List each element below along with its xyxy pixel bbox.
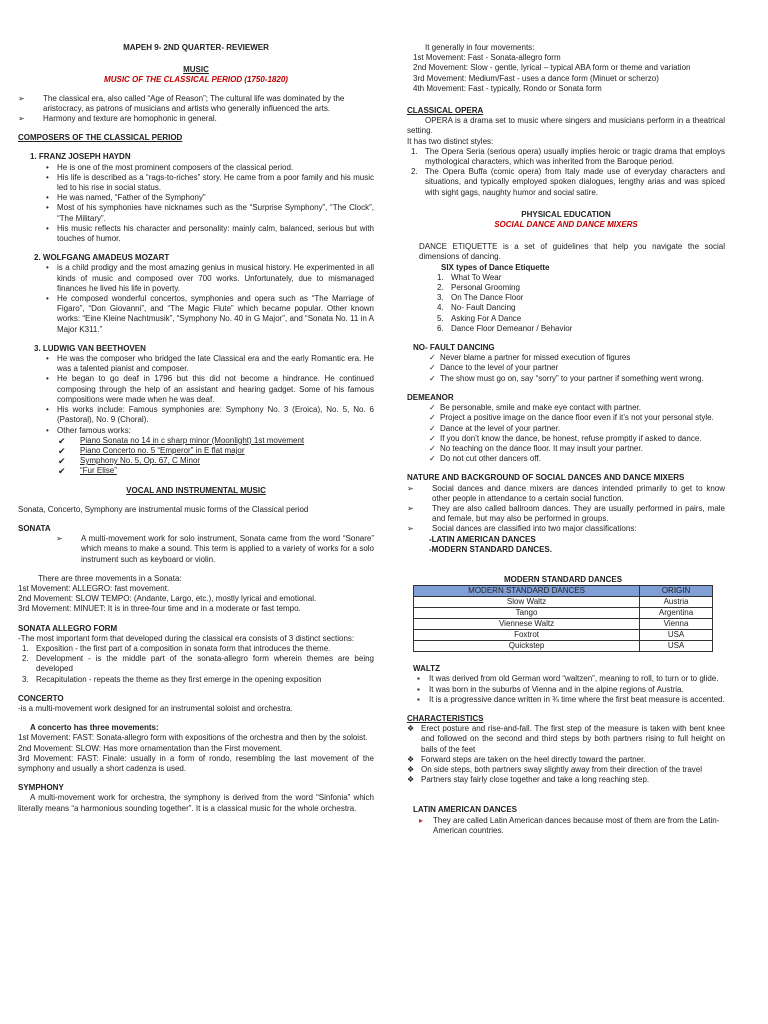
list-item: ✓ Never blame a partner for missed execution of figures xyxy=(429,353,725,363)
concerto-movement-3: 3rd Movement: FAST: Finale: usually in a form of rondo, resembling the last movement of the symphony and usually a short cadenza is used. xyxy=(18,753,374,773)
list-item: 2. Development - is the middle part of the sonata-allegro form wherein themes are being developed xyxy=(22,654,374,674)
list-item: • Other famous works: xyxy=(46,426,374,436)
opera-styles-intro: It has two distinct styles: xyxy=(407,136,494,146)
table-cell: USA xyxy=(640,641,713,652)
table-cell: Vienna xyxy=(640,619,713,630)
sonata-allegro-heading: SONATA ALLEGRO FORM xyxy=(18,623,118,633)
demeanor-heading: DEMEANOR xyxy=(407,392,454,402)
sonata-allegro-text: -The most important form that developed during the classical era consists of 3 distinct sections: xyxy=(18,633,355,643)
list-item: ✓ Be personable, smile and make eye contact with partner. xyxy=(429,403,725,413)
characteristics-heading: CHARACTERISTICS xyxy=(407,713,484,723)
opera-text: OPERA is a drama set to music where singers and musicians perform in a theatrical setting. xyxy=(407,116,725,136)
modern-dances-table xyxy=(413,585,713,652)
demeanor-list xyxy=(429,403,725,464)
etiquette-text: DANCE ETIQUETTE is a set of guidelines that help you navigate the social dimensions of dancing. xyxy=(419,242,725,262)
list-item: • His life is described as a “rags-to-riches” story. He came from a poor family and his music led to his rise in social status. xyxy=(46,173,374,193)
sonata-movements-intro: There are three movements in a Sonata: xyxy=(38,573,182,583)
list-item: 6. Dance Floor Demeanor / Behavior xyxy=(437,323,573,333)
list-item: 1. What To Wear xyxy=(437,272,502,282)
list-item: ✓ Project a positive image on the dance floor even if it’s not your personal style. xyxy=(429,413,725,423)
haydn-list xyxy=(46,163,374,245)
left-column xyxy=(18,0,374,814)
opera-heading: CLASSICAL OPERA xyxy=(407,106,484,116)
sonata-allegro-list xyxy=(22,644,374,685)
concerto-movement-2: 2nd Movement: SLOW: Has more ornamentation than the First movement. xyxy=(18,743,282,753)
list-item: ▸ They are called Latin American dances because most of them are from the Latin-American countries. xyxy=(419,816,725,836)
sonata-movement-3: 3rd Movement: MINUET: It is in three-four time and in a moderate or fast tempo. xyxy=(18,604,301,614)
list-item: ❖ On side steps, both partners sway slightly away from their direction of the travel xyxy=(407,765,725,775)
list-item: • He was the composer who bridged the late Classical era and the early Romantic era. He was a talented pianist and composer. xyxy=(46,354,374,374)
list-item: 3. On The Dance Floor xyxy=(437,293,524,303)
table-row xyxy=(414,619,713,630)
concerto-heading: CONCERTO xyxy=(18,693,64,703)
symphony-movement-3: 3rd Movement: Medium/Fast - uses a dance form (Minuet or scherzo) xyxy=(413,73,659,83)
table-title: MODERN STANDARD DANCES xyxy=(503,574,623,584)
table-row xyxy=(414,641,713,652)
characteristics-list xyxy=(407,724,725,785)
concerto-subheading: A concerto has three movements: xyxy=(30,723,159,733)
table-row xyxy=(414,630,713,641)
list-item: ▪ It is a progressive dance written in ¾ time where the first beat measure is accented. xyxy=(417,695,725,705)
list-item: ➢ Social dances are classified into two major classifications: xyxy=(407,524,725,534)
list-item: • His music reflects his character and personality: mainly calm, balanced, serious but with touches of humor. xyxy=(46,224,374,244)
table-cell: Slow Waltz xyxy=(414,597,640,608)
table-header-dance: MODERN STANDARD DANCES xyxy=(414,586,640,597)
list-item: • is a child prodigy and the most amazing genius in musical history. He experimented in all kinds of music and composed over 700 works. Unfortunately, due to mismanaged finances he lived his life in poverty. xyxy=(46,263,374,294)
nature-list xyxy=(407,484,725,535)
beethoven-works-list xyxy=(58,436,374,477)
list-item: • He was named, “Father of the Symphony” xyxy=(46,193,374,203)
table-row xyxy=(414,608,713,619)
table-cell: Quickstep xyxy=(414,641,640,652)
list-item: • His works include: Famous symphonies are: Symphony No. 3 (Eroica), No. 5, No. 6 (Pastoral), No. 9 (Choral). xyxy=(46,405,374,425)
list-item: 3. Recapitulation - repeats the theme as they first emerge in the opening exposition xyxy=(22,674,322,684)
composers-heading: COMPOSERS OF THE CLASSICAL PERIOD xyxy=(18,133,183,143)
table-header-origin: ORIGIN xyxy=(640,586,713,597)
list-item: ➢ They are also called ballroom dances. They are usually performed in pairs, male and female, but may also be performed in groups. xyxy=(407,504,725,524)
list-item: ✓ If you don’t know the dance, be honest, refuse promptly if asked to dance. xyxy=(429,434,725,444)
music-subheading: MUSIC OF THE CLASSICAL PERIOD (1750-1820) xyxy=(104,75,288,85)
beethoven-title: 3. LUDWIG VAN BEETHOVEN xyxy=(34,343,146,353)
mozart-title: 2. WOLFGANG AMADEUS MOZART xyxy=(34,253,170,263)
pe-subheading: SOCIAL DANCE AND DANCE MIXERS xyxy=(494,220,638,230)
list-item: ✓ The show must go on, say “sorry” to your partner if something went wrong. xyxy=(429,374,725,384)
list-item: ✓ Do not cut other dancers off. xyxy=(429,454,725,464)
list-item: • Most of his symphonies have nicknames such as the “Surprise Symphony”, “The Clock”, “The Military”. xyxy=(46,203,374,223)
list-item: 4. No- Fault Dancing xyxy=(437,303,516,313)
sonata-movement-2: 2nd Movement: SLOW TEMPO: (Andante, Largo, etc.), mostly lyrical and emotional. xyxy=(18,594,317,604)
table-cell: USA xyxy=(640,630,713,641)
concerto-text: -is a multi-movement work designed for an instrumental soloist and orchestra. xyxy=(18,703,293,713)
list-item: ✔ “Fur Elise” xyxy=(58,466,374,476)
sonata-movement-1: 1st Movement: ALLEGRO: fast movement. xyxy=(18,583,170,593)
symphony-movement-1: 1st Movement: Fast - Sonata-allegro form xyxy=(413,53,561,63)
right-column xyxy=(407,0,725,836)
list-item: ✓ Dance to the level of your partner xyxy=(429,363,725,373)
music-heading: MUSIC xyxy=(183,65,209,75)
vocal-intro: Sonata, Concerto, Symphony are instrumental music forms of the Classical period xyxy=(18,504,309,514)
list-item: ❖ Partners stay fairly close together and take a long reaching step. xyxy=(407,775,725,785)
haydn-title: 1. FRANZ JOSEPH HAYDN xyxy=(30,152,131,162)
table-cell: Austria xyxy=(640,597,713,608)
list-item: ✔ Symphony No. 5, Op. 67, C Minor xyxy=(58,456,374,466)
vocal-heading: VOCAL AND INSTRUMENTAL MUSIC xyxy=(126,485,266,495)
list-item: ✔ Piano Concerto no. 5 “Emperor” in E flat major xyxy=(58,446,374,456)
table-cell: Tango xyxy=(414,608,640,619)
list-item: ➢ The classical era, also called “Age of Reason”; The cultural life was dominated by the aristocracy, as patrons of musicians and artists who generally influenced the arts. xyxy=(18,94,374,114)
table-cell: Viennese Waltz xyxy=(414,619,640,630)
list-item: ➢ Harmony and texture are homophonic in general. xyxy=(18,114,374,124)
latin-list xyxy=(419,816,725,836)
symphony-text: A multi-movement work for orchestra, the symphony is derived from the word “Sinfonia” which literally means “a harmonious sounding together”. It is a classical music for the whole orchestra. xyxy=(18,793,374,813)
list-item: ➢ Social dances and dance mixers are dances intended primarily to get to know other people in attendance to a certain social function. xyxy=(407,484,725,504)
classification-modern: -MODERN STANDARD DANCES. xyxy=(429,544,552,554)
table-cell: Argentina xyxy=(640,608,713,619)
table-header-row xyxy=(414,586,713,597)
table-cell: Foxtrot xyxy=(414,630,640,641)
nofault-list xyxy=(429,353,725,384)
list-item: ❖ Forward steps are taken on the heel directly toward the partner. xyxy=(407,755,725,765)
opera-styles-list xyxy=(411,147,725,198)
sonata-heading: SONATA xyxy=(18,523,51,533)
sonata-list xyxy=(56,534,374,565)
pe-heading: PHYSICAL EDUCATION xyxy=(521,209,611,219)
symphony-movement-2: 2nd Movement: Slow - gentle, lyrical – typical ABA form or theme and variation xyxy=(413,63,691,73)
classification-latin: -LATIN AMERICAN DANCES xyxy=(429,534,536,544)
symphony-heading: SYMPHONY xyxy=(18,783,64,793)
list-item: ➢ A multi-movement work for solo instrument, Sonata came from the word “Sonare” which means to make a sound. This term is applied to a variety of works for a solo instrument such as keyboard or violin. xyxy=(56,534,374,565)
waltz-list xyxy=(417,674,725,705)
beethoven-list xyxy=(46,354,374,436)
page-title: MAPEH 9- 2ND QUARTER- REVIEWER xyxy=(123,43,269,52)
symphony-movements-intro: It generally in four movements: xyxy=(425,43,535,52)
concerto-movement-1: 1st Movement: FAST: Sonata-allegro form with expositions of the orchestra and then by the soloist. xyxy=(18,733,368,743)
list-item: ✔ Piano Sonata no 14 in c sharp minor (Moonlight) 1st movement xyxy=(58,436,374,446)
list-item: ▪ It was derived from old German word “waltzen”, meaning to roll, to turn or to glide. xyxy=(417,674,725,684)
list-item: ✓ Dance at the level of your partner. xyxy=(429,424,725,434)
list-item: • He is one of the most prominent composers of the classical period. xyxy=(46,163,374,173)
list-item: 1. Exposition - the first part of a composition in sonata form that introduces the theme. xyxy=(22,643,331,653)
table-row xyxy=(414,597,713,608)
nofault-heading: NO- FAULT DANCING xyxy=(413,343,495,353)
waltz-heading: WALTZ xyxy=(413,664,440,674)
list-item: 1. The Opera Seria (serious opera) usually implies heroic or tragic drama that employs mythological characters, which was inherited from the Baroque period. xyxy=(411,146,725,167)
intro-list xyxy=(18,94,374,125)
symphony-movement-4: 4th Movement: Fast - typically, Rondo or Sonata form xyxy=(413,83,602,93)
list-item: 5. Asking For A Dance xyxy=(437,313,522,323)
list-item: • He began to go deaf in 1796 but this did not become a hindrance. He continued composing through the help of an assistant and hearing gadget. Some of his famous compositions were made when he was deaf. xyxy=(46,374,374,405)
latin-heading: LATIN AMERICAN DANCES xyxy=(413,805,517,815)
list-item: • He composed wonderful concertos, symphonies and opera such as “The Marriage of Figaro”, “Don Giovanni”, and “The Magic Flute” which became popular. Other known works: “Eine Kleine Nachtmusik”, “Symphony No. 40 in G Major”, and “Sonata No. 11 in A Major K311.” xyxy=(46,294,374,335)
list-item: ✓ No teaching on the dance floor. It may insult your partner. xyxy=(429,444,725,454)
list-item: 2. Personal Grooming xyxy=(437,283,520,293)
list-item: ▪ It was born in the suburbs of Vienna and in the alpine regions of Austria. xyxy=(417,685,725,695)
etiquette-subheading: SIX types of Dance Etiquette xyxy=(441,262,550,272)
etiquette-list xyxy=(437,273,725,334)
nature-heading: NATURE AND BACKGROUND OF SOCIAL DANCES AND DANCE MIXERS xyxy=(407,473,685,483)
list-item: 2. The Opera Buffa (comic opera) from Italy made use of everyday characters and situations, and typically employed spoken dialogues, lengthy arias and was spiced with sight gags, naughty humor and social satire. xyxy=(411,167,725,197)
mozart-list xyxy=(46,263,374,334)
list-item: ❖ Erect posture and rise-and-fall. The first step of the measure is taken with bent knee and followed on the second and third steps by both partners rising to full height on balls of the feet xyxy=(407,724,725,755)
